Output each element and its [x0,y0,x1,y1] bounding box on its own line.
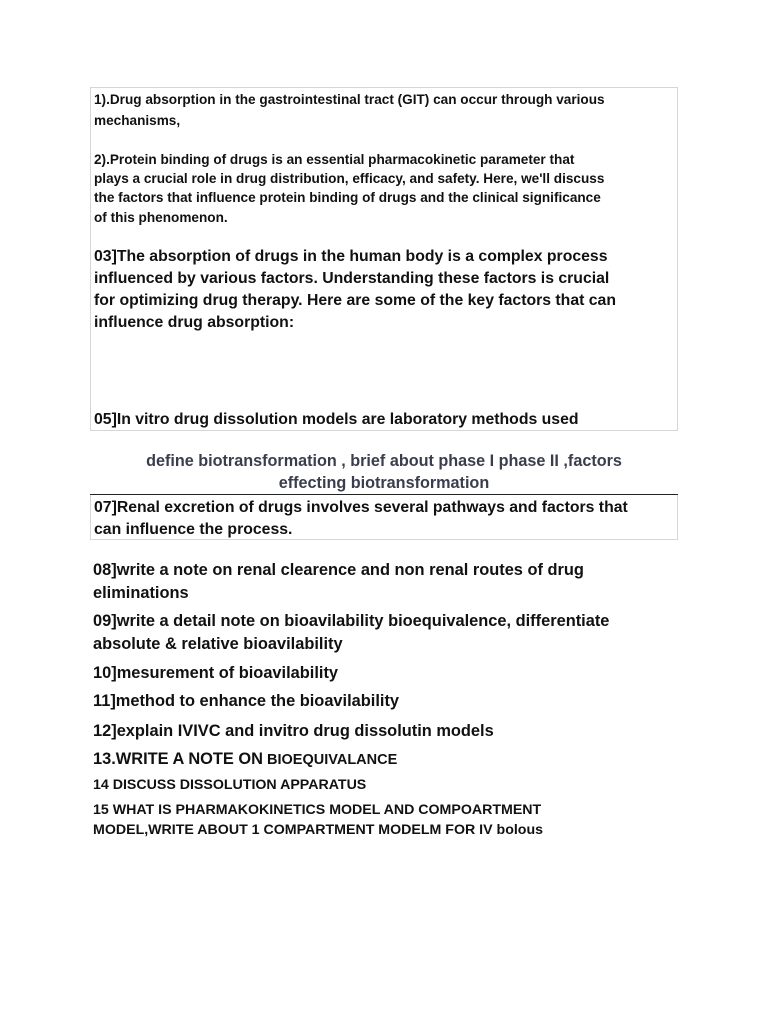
question-1-line-2: mechanisms, [94,113,181,128]
question-13 [93,748,397,772]
question-13-tail: BIOEQUIVALANCE [263,752,398,768]
question-12: 12]explain IVIVC and invitro drug dissolutin models [93,722,494,740]
question-1-line-1: 1).Drug absorption in the gastrointestinal tract (GIT) can occur through various [94,92,605,107]
question-8-line-1: 08]write a note on renal clearence and non renal routes of drug [93,561,584,579]
question-10: 10]mesurement of bioavilability [93,664,339,682]
question-14: 14 DISCUSS DISSOLUTION APPARATUS [93,777,367,793]
question-3-line-2: influenced by various factors. Understanding these factors is crucial [94,270,610,287]
question-2-line-2: plays a crucial role in drug distribution, efficacy, and safety. Here, we'll discuss [94,171,605,186]
question-8-line-2: eliminations [93,584,189,602]
question-2-line-1: 2).Protein binding of drugs is an essential pharmacokinetic parameter that [94,152,575,167]
question-3-line-4: influence drug absorption: [94,314,295,331]
question-7-line-1: 07]Renal excretion of drugs involves several pathways and factors that [94,499,628,516]
question-5: 05]In vitro drug dissolution models are laboratory methods used [94,411,579,428]
biotransformation-heading-line-2: effecting biotransformation [278,474,490,492]
question-2-line-3: the factors that influence protein binding of drugs and the clinical significance [94,190,601,205]
question-9-line-2: absolute & relative bioavilability [93,635,343,653]
biotransformation-heading-line-1: define biotransformation , brief about phase I phase II ,factors [146,452,622,470]
question-11: 11]method to enhance the bioavilability [93,692,400,710]
question-15-line-2: MODEL,WRITE ABOUT 1 COMPARTMENT MODELM FOR IV bolous [93,822,544,838]
question-2-line-4: of this phenomenon. [94,210,228,225]
question-7-line-2: can influence the process. [94,521,293,538]
question-13-lead: 13.WRITE A NOTE ON [93,750,263,768]
question-3-line-3: for optimizing drug therapy. Here are some of the key factors that can [94,292,616,309]
question-9-line-1: 09]write a detail note on bioavilability bioequivalence, differentiate [93,612,610,630]
question-3-line-1: 03]The absorption of drugs in the human body is a complex process [94,248,608,265]
question-15-line-1: 15 WHAT IS PHARMAKOKINETICS MODEL AND COMPOARTMENT [93,802,542,818]
